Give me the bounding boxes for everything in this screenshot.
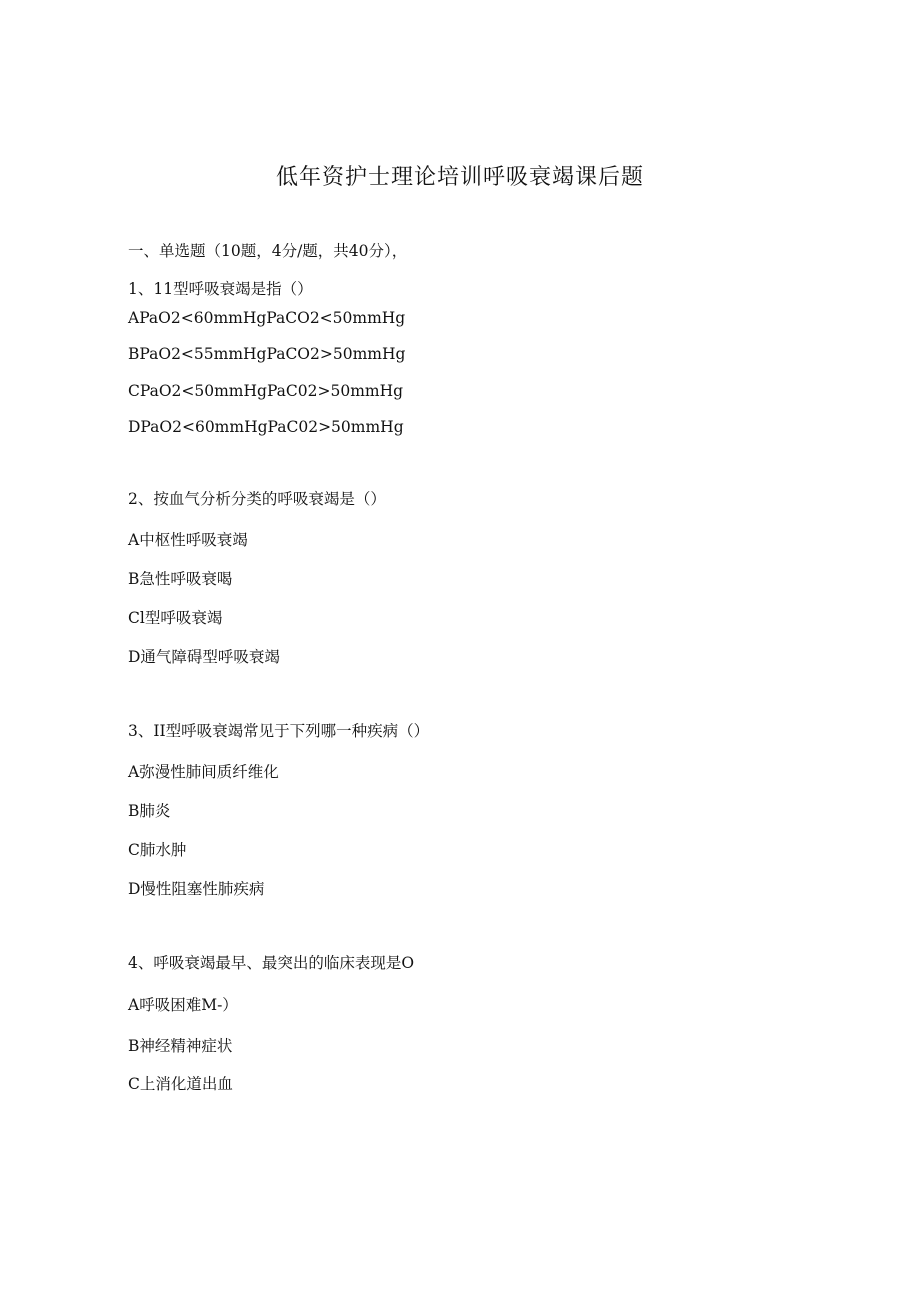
question-1-option-c: CPaO2<50mmHgPaC02>50mmHg [128,382,404,400]
question-3-option-d: D慢性阻塞性肺疾病 [128,880,265,898]
question-1-option-b: BPaO2<55mmHgPaCO2>50mmHg [128,345,406,363]
section-heading: 一、单选题（10题，4分/题，共40分）， [128,242,408,260]
question-2-option-a: A中枢性呼吸衰竭 [128,531,248,549]
question-3-option-b: B肺炎 [128,802,171,820]
question-1-option-a: APaO2<60mmHgPaCO2<50mmHg [128,309,406,327]
question-4-option-c: C上消化道出血 [128,1075,233,1093]
question-1-option-d: DPaO2<60mmHgPaC02>50mmHg [128,418,404,436]
question-3-stem: 3、II型呼吸衰竭常见于下列哪一种疾病（） [128,722,430,740]
question-2-option-b: B急性呼吸衰喝 [128,570,233,588]
question-3-option-c: C肺水肿 [128,841,187,859]
question-4-option-a: A呼吸困难M-） [128,996,238,1014]
question-2-option-d: D通气障碍型呼吸衰竭 [128,648,280,666]
question-2-option-c: Cl型呼吸衰竭 [128,609,223,627]
question-2-stem: 2、按血气分析分类的呼吸衰竭是（） [128,490,386,508]
document-title: 低年资护士理论培训呼吸衰竭课后题 [275,165,644,190]
question-4-stem: 4、呼吸衰竭最早、最突出的临床表现是O [128,954,415,972]
question-4-option-b: B神经精神症状 [128,1037,233,1055]
question-3-option-a: A弥漫性肺间质纤维化 [128,763,279,781]
question-1-stem: 1、11型呼吸衰竭是指（） [128,280,313,298]
